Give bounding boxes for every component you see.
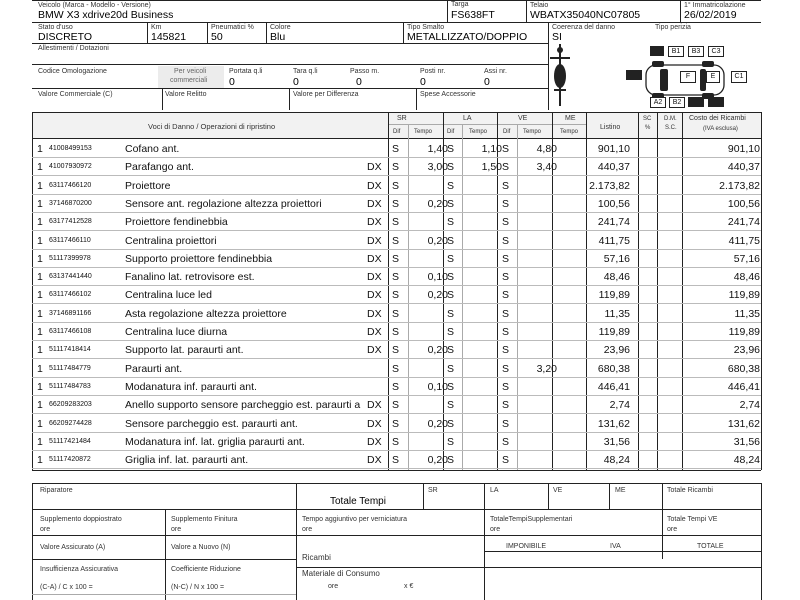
column-header-pct: % (645, 125, 651, 131)
column-header-sr-dif: Dif (393, 129, 401, 135)
row-side: DX (367, 252, 382, 265)
row-list-price: 2,74 (609, 399, 630, 412)
capacity-label: Portata q.li (229, 68, 263, 75)
row-side: DX (367, 435, 382, 448)
row-side: DX (367, 216, 382, 229)
row-list-price: 131,62 (597, 417, 630, 430)
row-sr-dif: S (392, 216, 400, 229)
row-code: 51117399978 (49, 254, 91, 262)
color-value: Blu (270, 31, 286, 43)
row-code: 51117484783 (49, 382, 91, 390)
row-parts-cost: 411,75 (728, 234, 760, 247)
row-la-time: 1,50 (481, 161, 502, 174)
table-row[interactable] (32, 433, 761, 451)
row-parts-cost: 119,89 (728, 326, 760, 338)
row-sr-dif: S (392, 399, 400, 412)
tyres-value: 50 (211, 31, 223, 43)
row-description: Centralina luce diurna (125, 326, 228, 338)
row-sr-dif: S (392, 234, 400, 247)
row-side: DX (367, 179, 382, 192)
row-description: Asta regolazione altezza proiettore (125, 307, 287, 320)
row-ve-time: 3,40 (536, 161, 557, 174)
paint-value: METALLIZZATO/DOPPIO (407, 31, 528, 43)
row-side: DX (367, 399, 382, 412)
table-row[interactable] (32, 286, 761, 304)
commercial-value-label: Valore Commerciale (C) (38, 91, 113, 98)
row-parts-cost: 57,16 (733, 252, 760, 265)
row-side: DX (367, 307, 382, 320)
row-code: 51117418414 (49, 346, 91, 354)
frame-value: WBATX35040NC07805 (530, 9, 641, 21)
insured-value-label: Valore Assicurato (A) (40, 544, 106, 551)
column-header-dm: D.M. (664, 116, 677, 122)
row-qty: 1 (37, 362, 43, 375)
row-qty: 1 (37, 252, 43, 265)
row-qty: 1 (37, 289, 43, 302)
double-layer-hours-label: ore (40, 526, 51, 533)
wheelbase-value: 0 (356, 76, 362, 88)
row-ve-time: 4,80 (536, 143, 557, 155)
row-sr-time: 0,20 (427, 234, 448, 247)
row-code: 66209274428 (49, 419, 92, 427)
row-divider (32, 468, 761, 469)
table-row[interactable] (32, 305, 761, 323)
column-header-ve-dif: Dif (503, 129, 511, 135)
row-la-dif: S (447, 143, 455, 155)
row-la-dif: S (447, 216, 455, 229)
row-ve-dif: S (502, 252, 510, 265)
coherence-value: SI (552, 31, 562, 43)
row-code: 51117421484 (49, 437, 91, 445)
row-parts-cost: 2,74 (739, 399, 760, 412)
row-la-dif: S (447, 161, 455, 174)
row-list-price: 119,89 (598, 326, 630, 338)
km-value: 145821 (151, 31, 187, 43)
column-header-la-dif: Dif (447, 129, 455, 135)
row-list-price: 241,74 (597, 216, 630, 229)
zone-label-f: F (680, 71, 696, 83)
summary-me-label: ME (615, 487, 626, 494)
row-list-price: 11,35 (604, 307, 630, 320)
finish-supplement-label: Supplemento Finitura (171, 516, 238, 523)
column-header-sr: SR (397, 115, 407, 122)
row-list-price: 31,56 (603, 435, 630, 448)
row-ve-dif: S (502, 454, 510, 467)
row-la-dif: S (447, 179, 455, 192)
table-row[interactable] (32, 451, 761, 469)
color-label: Colore (270, 24, 291, 31)
column-header-ve: VE (518, 115, 528, 122)
row-qty: 1 (37, 234, 43, 247)
row-code: 63117466102 (49, 291, 92, 299)
damage-zone-marker (688, 97, 704, 107)
row-qty: 1 (37, 344, 43, 357)
row-ve-dif: S (502, 271, 510, 284)
row-sr-time: 0,20 (427, 454, 448, 467)
row-sr-dif: S (392, 344, 400, 357)
row-parts-cost: 23,96 (733, 344, 760, 357)
total-times-label: Totale Tempi (330, 496, 386, 507)
row-ve-dif: S (502, 289, 510, 302)
row-list-price: 440,37 (597, 161, 630, 174)
row-code: 66209283203 (49, 401, 92, 409)
row-sr-time: 0,10 (427, 271, 448, 284)
consumables-hours-label: ore (328, 583, 339, 590)
row-ve-dif: S (502, 435, 510, 448)
zone-label-b2: B2 (669, 97, 685, 108)
paint-label: Tipo Smalto (407, 24, 445, 31)
spare-parts-label: Ricambi (302, 553, 331, 562)
summary-la-label: LA (490, 487, 499, 494)
row-qty: 1 (37, 307, 43, 320)
table-row[interactable] (32, 232, 761, 250)
vat-label: IVA (610, 543, 621, 550)
table-row[interactable] (32, 158, 761, 176)
row-description: Modanatura inf. lat. griglia paraurti ant. (125, 435, 305, 448)
row-qty: 1 (37, 454, 43, 467)
row-qty: 1 (37, 399, 43, 412)
registration-value: 26/02/2019 (684, 9, 737, 21)
row-sr-dif: S (392, 252, 400, 265)
row-ve-dif: S (502, 344, 510, 357)
table-row[interactable] (32, 323, 761, 341)
row-sr-dif: S (392, 380, 400, 393)
table-row[interactable] (32, 213, 761, 231)
new-value-label: Valore a Nuovo (N) (171, 544, 231, 551)
row-description: Fanalino lat. retrovisore est. (125, 271, 255, 284)
row-ve-dif: S (502, 161, 510, 174)
zone-label-c1: C1 (731, 71, 747, 83)
row-list-price: 680,38 (597, 362, 630, 375)
row-side: DX (367, 454, 382, 467)
zone-label-b3: B3 (688, 46, 704, 57)
coherence-label: Coerenza del danno (552, 24, 616, 31)
total-times-ve-label: Totale Tempi VE (667, 516, 718, 523)
summary-sr-label: SR (428, 487, 438, 494)
table-row[interactable] (32, 268, 761, 286)
row-la-dif: S (447, 362, 455, 375)
seats-label: Posti nr. (420, 68, 446, 75)
tare-value: 0 (293, 76, 299, 88)
column-header-sc: SC (643, 116, 652, 122)
row-description: Centralina proiettori (125, 234, 217, 247)
table-row[interactable] (32, 378, 761, 396)
total-times-ve-hours-label: ore (667, 526, 678, 533)
row-qty: 1 (37, 216, 43, 229)
row-sr-dif: S (392, 271, 400, 284)
motorcycle-icon (540, 36, 580, 110)
condition-label: Stato d'uso (38, 24, 73, 31)
zone-label-e: E (706, 71, 720, 83)
row-code: 41008499153 (49, 145, 92, 152)
total-supplementary-hours-label: ore (490, 526, 501, 533)
total-label: TOTALE (697, 543, 724, 550)
plate-label: Targa (451, 1, 469, 8)
total-spare-parts-label: Totale Ricambi (667, 487, 713, 494)
row-qty: 1 (37, 179, 43, 192)
tyres-label: Pneumatici % (211, 24, 254, 31)
row-list-price: 48,24 (603, 454, 630, 467)
row-sr-time: 0,10 (427, 380, 448, 393)
row-la-dif: S (447, 454, 455, 467)
row-code: 63117466110 (49, 236, 91, 244)
row-la-dif: S (447, 307, 455, 320)
tare-label: Tara q.li (293, 68, 318, 75)
row-parts-cost: 119,89 (728, 289, 760, 302)
condition-value: DISCRETO (38, 31, 93, 43)
row-ve-dif: S (502, 362, 510, 375)
finish-hours-label: ore (171, 526, 182, 533)
row-ve-dif: S (502, 307, 510, 320)
column-header-sr-tempo: Tempo (414, 129, 433, 135)
frame-label: Telaio (530, 2, 549, 9)
row-list-price: 100,56 (597, 197, 630, 210)
wheelbase-label: Passo m. (350, 68, 380, 75)
row-qty: 1 (37, 197, 43, 210)
row-side: DX (367, 234, 382, 247)
row-code: 51117484779 (49, 364, 91, 372)
row-side: DX (367, 289, 382, 302)
row-ve-dif: S (502, 417, 510, 430)
row-sr-time: 3,00 (427, 161, 448, 174)
row-la-dif: S (447, 344, 455, 357)
row-sr-dif: S (392, 326, 400, 338)
row-description: Proiettore (125, 179, 171, 192)
row-list-price: 48,46 (603, 271, 630, 284)
row-sr-time: 0,20 (427, 417, 448, 430)
km-label: Km (151, 24, 162, 31)
column-header-costo: Costo dei Ricambi (689, 115, 746, 122)
row-ve-time: 3,20 (536, 362, 557, 375)
table-row[interactable] (32, 341, 761, 359)
row-code: 37146870200 (49, 199, 92, 207)
row-la-dif: S (447, 252, 455, 265)
insurance-shortfall-label: Insufficienza Assicurativa (40, 566, 119, 573)
table-row[interactable] (32, 140, 761, 158)
row-la-dif: S (447, 289, 455, 302)
summary-ve-label: VE (553, 487, 563, 494)
row-list-price: 119,89 (598, 289, 630, 302)
column-header-listino: Listino (600, 124, 621, 131)
row-code: 63177412528 (49, 218, 92, 226)
table-row[interactable] (32, 396, 761, 414)
row-description: Sensore parcheggio est. paraurti ant. (125, 417, 298, 430)
row-la-dif: S (447, 326, 455, 338)
row-parts-cost: 48,24 (733, 454, 760, 467)
row-side: DX (367, 417, 382, 430)
difference-value-label: Valore per Differenza (293, 91, 359, 98)
row-sr-dif: S (392, 289, 400, 302)
axles-label: Assi nr. (484, 68, 507, 75)
row-parts-cost: 131,62 (727, 417, 760, 430)
column-header-me-tempo: Tempo (560, 129, 579, 135)
row-description: Anello supporto sensore parcheggio est. paraurti a (125, 399, 361, 412)
row-parts-cost: 440,37 (727, 161, 760, 174)
row-la-dif: S (447, 197, 455, 210)
row-description: Supporto lat. paraurti ant. (125, 344, 244, 357)
damage-zone-marker (708, 97, 724, 107)
row-sr-dif: S (392, 161, 400, 174)
row-code: 63117466108 (49, 328, 92, 335)
column-header-la-tempo: Tempo (469, 129, 488, 135)
column-header-ve-tempo: Tempo (523, 129, 542, 135)
row-description: Modanatura inf. paraurti ant. (125, 380, 257, 393)
row-side: DX (367, 197, 382, 210)
row-side: DX (367, 344, 382, 357)
seats-value: 0 (420, 76, 426, 88)
equipment-label: Allestimenti / Dotazioni (38, 45, 109, 52)
consumables-eur-label: x € (404, 583, 414, 590)
extra-paint-hours-label: ore (302, 526, 313, 533)
row-parts-cost: 31,56 (733, 435, 760, 448)
row-code: 63117466120 (49, 181, 92, 189)
row-la-time: 1,10 (481, 143, 502, 155)
column-header-voci: Voci di Danno / Operazioni di ripristino (148, 122, 276, 131)
row-sr-time: 0,20 (427, 344, 448, 357)
row-sr-dif: S (392, 179, 400, 192)
survey-type-label: Tipo perizia (655, 24, 691, 31)
model-value: BMW X3 xdrive20d Business (38, 9, 174, 21)
row-sr-time: 1,40 (427, 143, 448, 155)
row-sr-dif: S (392, 197, 400, 210)
row-la-dif: S (447, 417, 455, 430)
row-sr-time: 0,20 (427, 289, 448, 302)
zone-label-b1: B1 (668, 46, 684, 57)
commercial-label-1: Per veicoli (174, 68, 207, 75)
row-parts-cost: 11,35 (734, 307, 760, 320)
row-description: Cofano ant. (125, 143, 180, 155)
plate-value: FS638FT (451, 9, 495, 21)
row-list-price: 23,96 (603, 344, 630, 357)
consumables-label: Materiale di Consumo (302, 569, 380, 578)
column-header-me: ME (565, 115, 576, 122)
row-parts-cost: 680,38 (727, 362, 760, 375)
row-description: Paraurti ant. (125, 362, 183, 375)
row-qty: 1 (37, 326, 43, 338)
axles-value: 0 (484, 76, 490, 88)
row-parts-cost: 100,56 (727, 197, 760, 210)
table-row[interactable] (32, 250, 761, 268)
row-sr-dif: S (392, 143, 400, 155)
row-la-dif: S (447, 271, 455, 284)
column-header-la: LA (463, 115, 472, 122)
row-sr-dif: S (392, 417, 400, 430)
row-code: 41007930972 (49, 163, 92, 171)
row-side: DX (367, 326, 382, 338)
table-row[interactable] (32, 360, 761, 378)
table-row[interactable] (32, 415, 761, 433)
row-code: 51117420872 (49, 456, 91, 464)
row-list-price: 57,16 (603, 252, 630, 265)
row-list-price: 901,10 (597, 143, 630, 155)
damage-zone-marker (626, 70, 642, 80)
row-sr-dif: S (392, 454, 400, 467)
row-sr-dif: S (392, 307, 400, 320)
repairer-label: Riparatore (40, 487, 73, 494)
row-parts-cost: 446,41 (727, 380, 760, 393)
row-side: DX (367, 271, 382, 284)
row-qty: 1 (37, 417, 43, 430)
row-ve-dif: S (502, 143, 510, 155)
row-list-price: 411,75 (598, 234, 630, 247)
capacity-value: 0 (229, 76, 235, 88)
zone-label-a2: A2 (650, 97, 666, 108)
row-la-dif: S (447, 380, 455, 393)
row-description: Parafango ant. (125, 161, 194, 174)
reduction-coefficient-label: Coefficiente Riduzione (171, 566, 241, 573)
row-code: 63137441440 (49, 273, 92, 281)
commercial-label-2: commerciali (170, 77, 208, 84)
row-qty: 1 (37, 161, 43, 174)
row-ve-dif: S (502, 234, 510, 247)
row-la-dif: S (447, 234, 455, 247)
row-ve-dif: S (502, 216, 510, 229)
row-description: Sensore ant. regolazione altezza proiettori (125, 197, 322, 210)
row-description: Proiettore fendinebbia (125, 216, 228, 229)
total-supplementary-times-label: TotaleTempiSupplementari (490, 516, 573, 523)
row-qty: 1 (37, 380, 43, 393)
row-la-dif: S (447, 399, 455, 412)
double-layer-supplement-label: Supplemento doppiostrato (40, 516, 122, 523)
row-side: DX (367, 161, 382, 174)
relict-value-label: Valore Relitto (165, 91, 207, 98)
registration-label: 1° Immatricolazione (684, 2, 746, 9)
table-row[interactable] (32, 195, 761, 213)
column-header-iva: (IVA esclusa) (703, 126, 738, 132)
row-sr-time: 0,20 (427, 197, 448, 210)
zone-label-c3: C3 (708, 46, 724, 57)
reduction-formula-label: (N-C) / N x 100 = (171, 584, 225, 591)
damage-zone-marker (650, 46, 664, 56)
row-description: Supporto proiettore fendinebbia (125, 252, 273, 265)
row-qty: 1 (37, 435, 43, 448)
row-ve-dif: S (502, 197, 510, 210)
row-parts-cost: 901,10 (727, 143, 760, 155)
row-qty: 1 (37, 271, 43, 284)
row-qty: 1 (37, 143, 43, 155)
extra-paint-time-label: Tempo aggiuntivo per verniciatura (302, 516, 408, 523)
row-la-dif: S (447, 435, 455, 448)
row-ve-dif: S (502, 179, 510, 192)
model-label: Veicolo (Marca - Modello - Versione) (38, 2, 151, 9)
row-ve-dif: S (502, 326, 510, 338)
row-ve-dif: S (502, 380, 510, 393)
row-parts-cost: 48,46 (733, 271, 760, 284)
row-description: Centralina luce led (125, 289, 212, 302)
homologation-label: Codice Omologazione (38, 68, 107, 75)
row-description: Griglia inf. lat. paraurti ant. (125, 454, 249, 467)
row-list-price: 2.173,82 (589, 179, 630, 192)
table-row[interactable] (32, 177, 761, 195)
row-ve-dif: S (502, 399, 510, 412)
taxable-label: IMPONIBILE (506, 543, 547, 550)
insurance-formula-label: (C-A) / C x 100 = (40, 584, 93, 591)
row-code: 37146891166 (49, 309, 92, 317)
row-sr-dif: S (392, 362, 400, 375)
accessory-expenses-label: Spese Accessorie (420, 91, 476, 98)
row-parts-cost: 2.173,82 (719, 179, 760, 192)
row-parts-cost: 241,74 (727, 216, 760, 229)
row-list-price: 446,41 (597, 380, 630, 393)
column-header-s-c: S.C. (665, 125, 677, 131)
row-sr-dif: S (392, 435, 400, 448)
